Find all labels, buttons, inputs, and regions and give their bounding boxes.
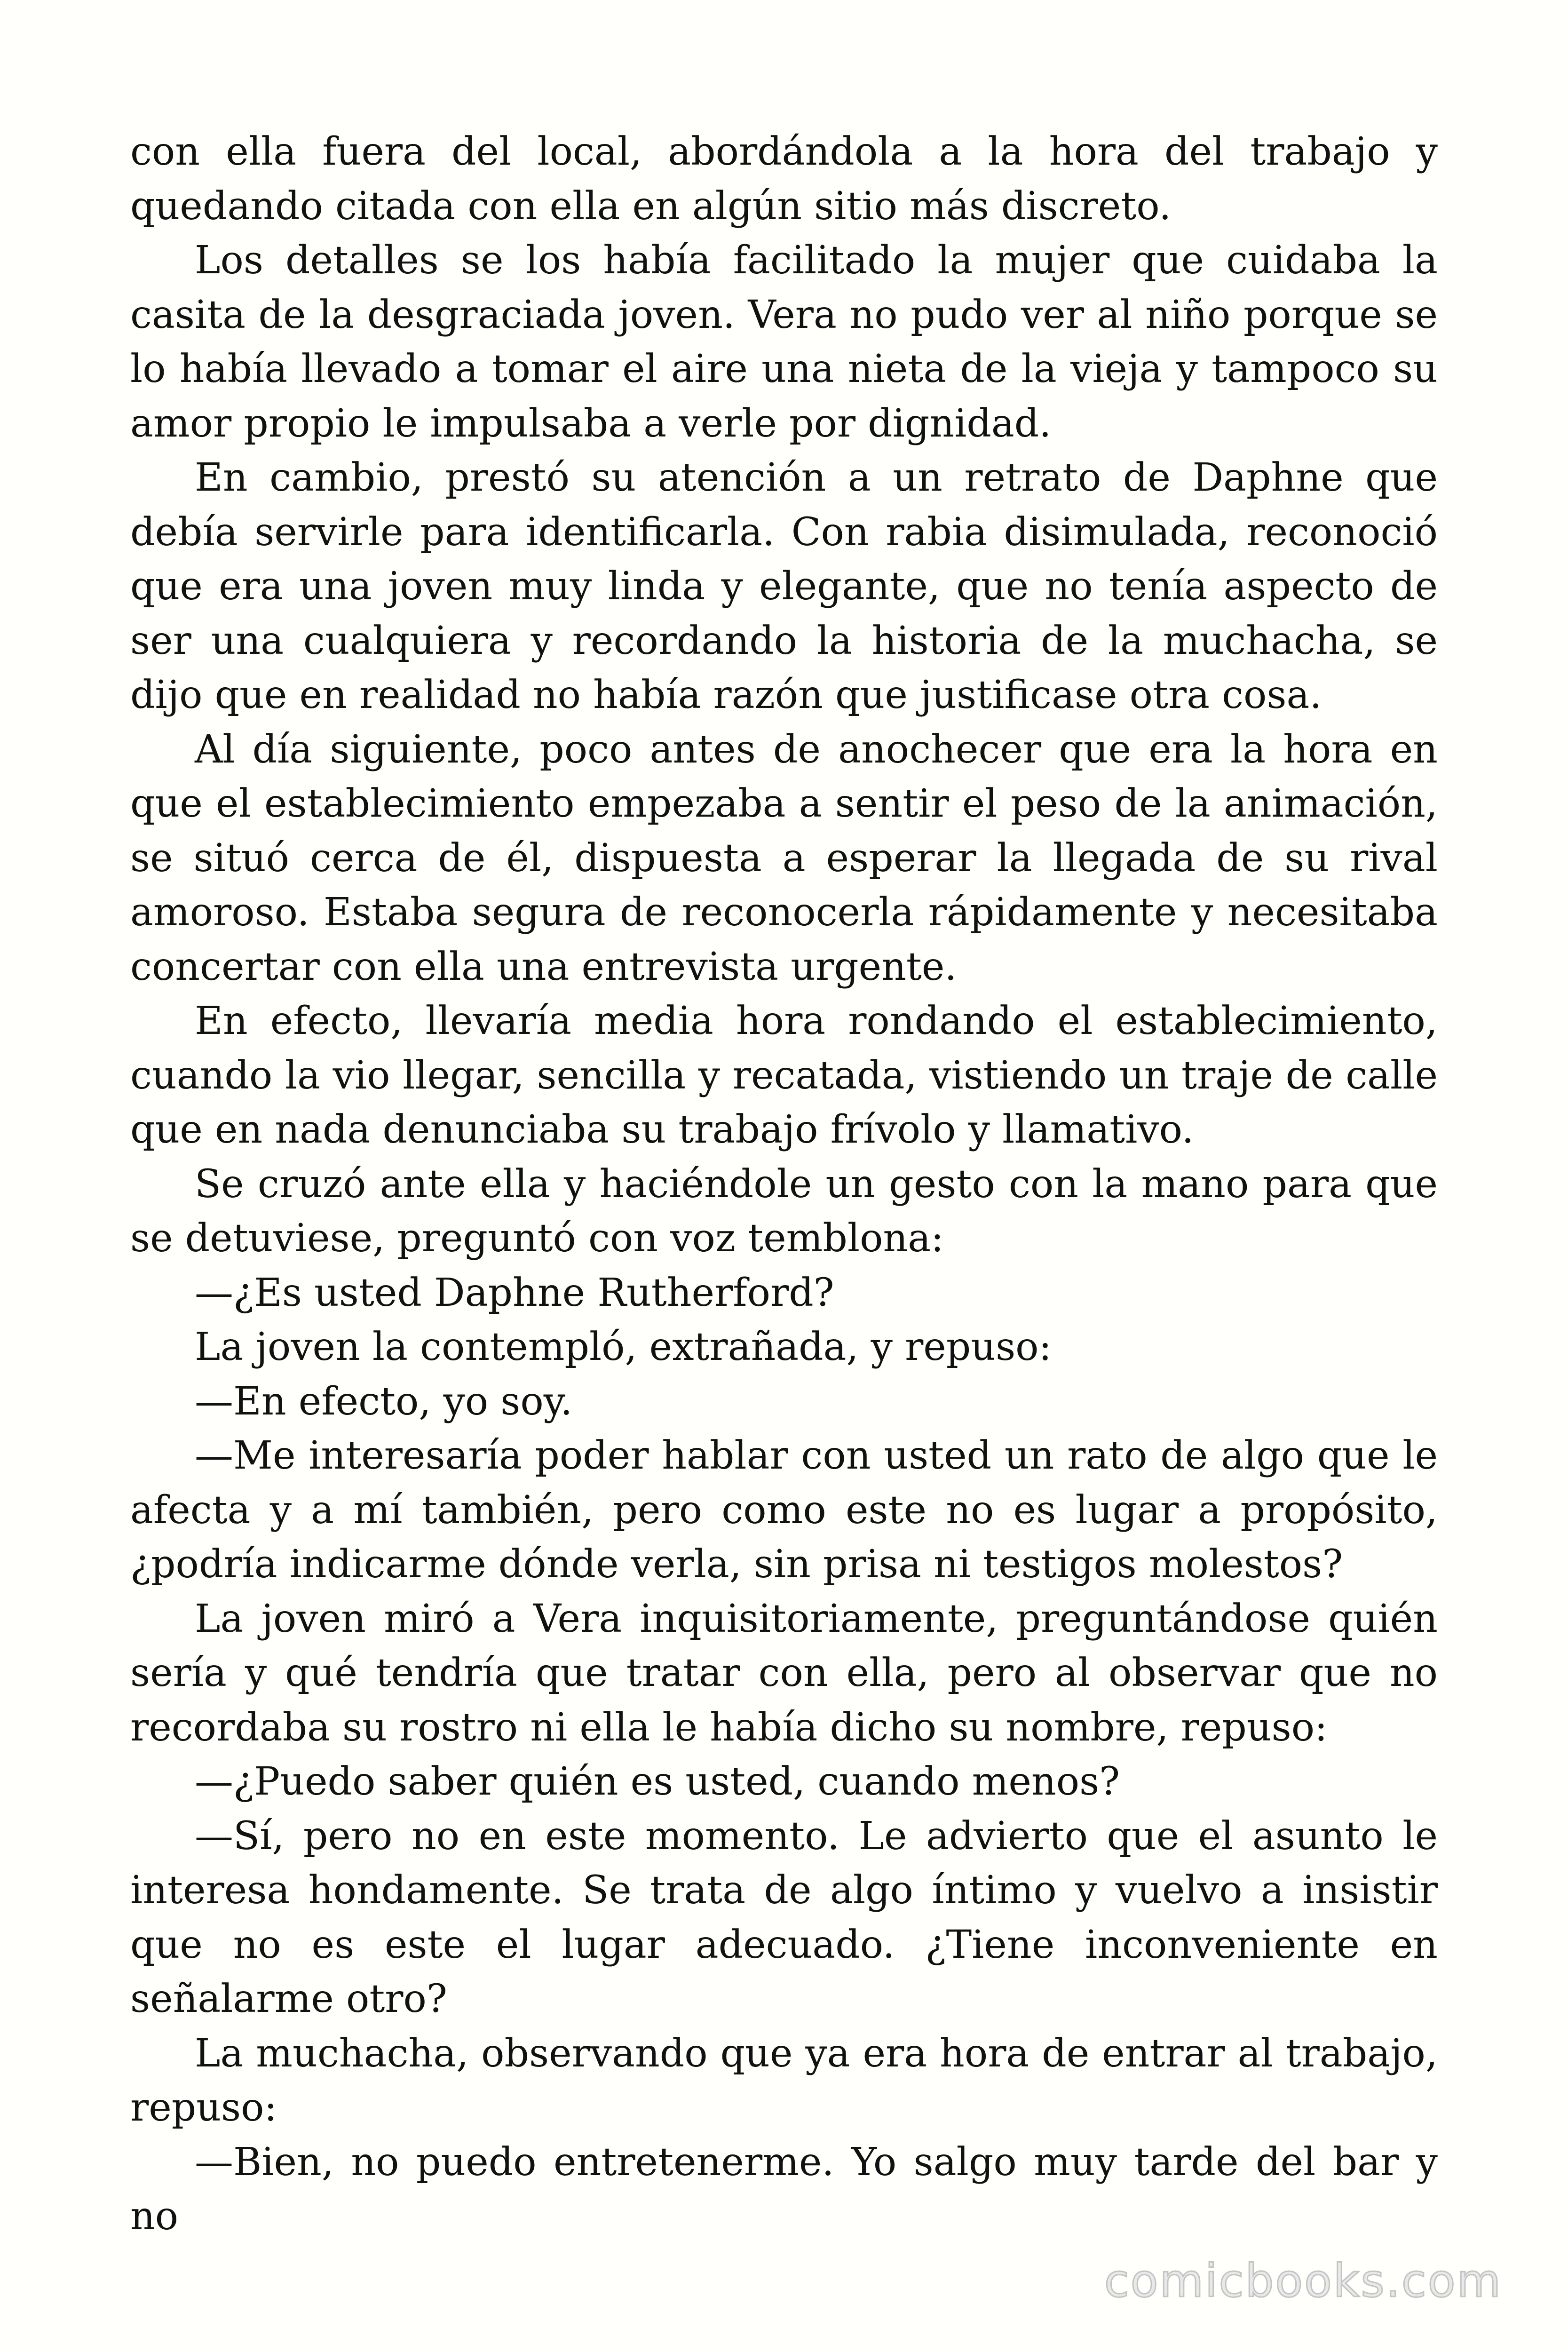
paragraph: En efecto, llevaría media hora rondando el establecimiento, cuando la vio llegar, sencilla y recatada, vistiendo un traje de calle que en nada denunciaba su trabajo frívolo y llamativo.	[130, 999, 1438, 1152]
paragraph: Los detalles se los había facilitado la mujer que cuidaba la casita de la desgraciada joven. Vera no pudo ver al niño porque se lo había llevado a tomar el aire una nieta de la vieja y tampoco su amor propio le impulsaba a verle por dignidad.	[130, 238, 1438, 446]
paragraph-continuation: con ella fuera del local, abordándola a la hora del trabajo y quedando citada con ella en algún sitio más discreto.	[130, 129, 1438, 229]
watermark-text: comicbooks.com	[1104, 2255, 1502, 2307]
dialogue-line: —¿Puedo saber quién es usted, cuando menos?	[195, 1759, 1120, 1804]
paragraph: Se cruzó ante ella y haciéndole un gesto con la mano para que se detuviese, preguntó con voz temblona:	[130, 1161, 1438, 1261]
dialogue-line: —En efecto, yo soy.	[195, 1379, 573, 1424]
paragraph: Al día siguiente, poco antes de anochecer que era la hora en que el establecimiento empezaba a sentir el peso de la animación, se situó cerca de él, dispuesta a esperar la llegada de su rival amoroso. Estaba segura de reconocerla rápidamente y necesitaba concertar con ella una entrevista urgente.	[130, 727, 1438, 989]
dialogue-line: —Bien, no puedo entretenerme. Yo salgo muy tarde del bar y no	[130, 2139, 1438, 2239]
paragraph: En cambio, prestó su atención a un retrato de Daphne que debía servirle para identificarla. Con rabia disimulada, reconoció que era una joven muy linda y elegante, que no tenía aspecto de ser una cualquiera y recordando la historia de la muchacha, se dijo que en realidad no había razón que justificase otra cosa.	[130, 455, 1438, 717]
paragraph: La muchacha, observando que ya era hora de entrar al trabajo, repuso:	[130, 2031, 1438, 2130]
dialogue-line: —Sí, pero no en este momento. Le advierto que el asunto le interesa hondamente. Se trata de algo íntimo y vuelvo a insistir que no es este el lugar adecuado. ¿Tiene inconveniente en señalarme otro?	[130, 1813, 1438, 2021]
page-body-text	[130, 125, 1438, 2244]
dialogue-line: —Me interesaría poder hablar con usted un rato de algo que le afecta y a mí también, pero como este no es lugar a propósito, ¿podría indicarme dónde verla, sin prisa ni testigos molestos?	[130, 1433, 1438, 1587]
paragraph: La joven miró a Vera inquisitoriamente, preguntándose quién sería y qué tendría que tratar con ella, pero al observar que no recordaba su rostro ni ella le había dicho su nombre, repuso:	[130, 1596, 1438, 1750]
dialogue-line: —¿Es usted Daphne Rutherford?	[195, 1270, 834, 1315]
paragraph: La joven la contempló, extrañada, y repuso:	[195, 1325, 1052, 1369]
